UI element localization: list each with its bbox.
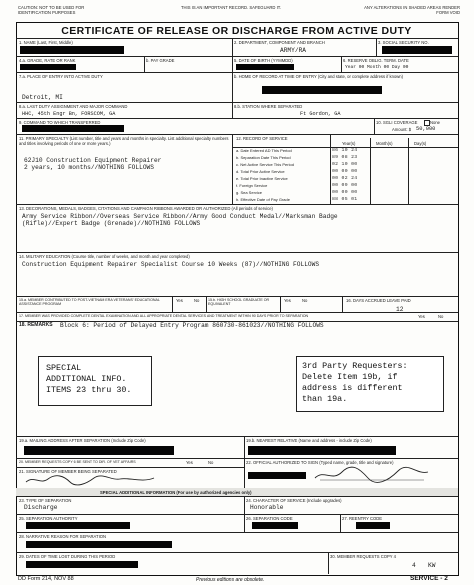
field-3-label: 3. SOCIAL SECURITY NO. — [378, 40, 429, 45]
form-title: CERTIFICATE OF RELEASE OR DISCHARGE FROM ACTIVE DUTY — [61, 25, 412, 37]
redacted-narrative-reason — [26, 541, 172, 548]
redacted-separation-authority — [26, 522, 130, 529]
field-4b-label: b. PAY GRADE — [146, 58, 175, 63]
redacted-nearest-relative — [248, 446, 396, 455]
ros-header-years: Year(s) — [342, 141, 356, 146]
field-11-label: 11. PRIMARY SPECIALTY (List number, title and years and months in specialty. List additional specialty numbers and titles involving periods of one or more years.) — [19, 136, 229, 146]
field-25-label: 25. SEPARATION AUTHORITY — [19, 516, 78, 521]
last-duty-value: HHC, 45th Engr Bn, FORSCOM, GA — [22, 111, 116, 117]
specialty-line-2: 2 years, 10 months//NOTHING FOLLOWS — [24, 164, 154, 171]
redacted-name — [20, 46, 124, 54]
special-note-line-2: ADDITIONAL INFO. — [46, 374, 127, 384]
field-19a-label: 19.a. MAILING ADDRESS AFTER SEPARATION (Include Zip Code) — [19, 438, 146, 443]
ros-header-months: Month(s) — [376, 141, 393, 146]
redacted-official-name — [248, 472, 306, 479]
redacted-ssn — [382, 46, 452, 54]
field-4a-label: 4.a. GRADE, RATE OR RANK — [19, 58, 76, 63]
field-27-label: 27. REENTRY CODE — [342, 516, 383, 521]
sgli-amount-label: Amount: $ — [392, 127, 412, 132]
field-17-no: No — [438, 314, 444, 319]
official-signature — [312, 466, 432, 484]
sgli-amount-value: 50,000 — [416, 126, 436, 132]
form-number: DD Form 214, NOV 88 — [18, 576, 74, 582]
field-22-label: 22. OFFICIAL AUTHORIZED TO SIGN (Typed name, grade, title and signature) — [246, 460, 394, 465]
field-20-no: No — [208, 460, 214, 465]
redacted-reentry-code — [356, 522, 390, 529]
sgli-none-label: None — [430, 120, 441, 125]
field-26-label: 26. SEPARATION CODE — [246, 516, 293, 521]
alterations-warning: ANY ALTERATIONS IN SHADED AREAS RENDER FORM VOID — [364, 5, 460, 15]
oblig-term-value: Year 00 Month 00 Day 00 — [345, 65, 409, 70]
station-value: Ft Gordon, GA — [300, 111, 341, 117]
education-value: Construction Equipment Repairer Specialist Course 10 Weeks (87)//NOTHING FOLLOWS — [22, 261, 320, 268]
third-party-line-1: 3rd Party Requesters: — [302, 361, 408, 371]
field-14-label: 14. MILITARY EDUCATION (Course title, number of weeks, and month and year completed) — [19, 254, 190, 259]
redacted-home-record — [262, 86, 382, 94]
redacted-separation-code — [252, 522, 298, 529]
field-17-label: 17. MEMBER WAS PROVIDED COMPLETE DENTAL EXAMINATION AND ALL APPROPRIATE DENTAL SERVICES AND TREATMENT WITHIN 90 DAYS PRIOR TO SEPARATION — [19, 314, 309, 318]
specialty-line-1: 62J10 Construction Equipment Repairer — [24, 157, 162, 164]
redacted-time-lost — [26, 561, 138, 568]
redacted-command — [22, 125, 124, 132]
member-initials-value: KW — [428, 562, 436, 569]
field-17-yes: Yes — [418, 314, 425, 319]
field-13-label: 13. DECORATIONS, MEDALS, BADGES, CITATIONS AND CAMPAIGN RIBBONS AWARDED OR AUTHORIZED (All periods of service) — [19, 206, 273, 211]
field-15b-no: No — [302, 298, 308, 303]
decorations-line-2: (Rifle)//Expert Badge (Grenade)//NOTHING FOLLOWS — [22, 220, 201, 227]
special-info-heading: SPECIAL ADDITIONAL INFORMATION (For use by authorized agencies only) — [100, 490, 252, 495]
third-party-line-2: Delete Item 19b, if — [302, 372, 398, 382]
field-6-label: 6. RESERVE OBLIG. TERM. DATE — [343, 58, 409, 63]
caution-text: CAUTION: NOT TO BE USED FOR IDENTIFICATION PURPOSES — [18, 5, 85, 15]
field-1-label: 1. NAME (Last, First, Middle) — [19, 40, 73, 45]
field-7a-label: 7.a. PLACE OF ENTRY INTO ACTIVE DUTY — [19, 74, 103, 79]
field-29-label: 29. DATES OF TIME LOST DURING THIS PERIOD — [19, 554, 116, 559]
ros-row: b. Separation Date This Period 89 08 23 — [236, 155, 358, 160]
character-value: Honorable — [250, 504, 284, 511]
field-15b-yes: Yes — [284, 298, 291, 303]
field-30-label: 30. MEMBER REQUESTS COPY 4 — [330, 554, 397, 559]
third-party-line-4: than 19a. — [302, 394, 348, 404]
redacted-dob — [236, 64, 294, 70]
field-20-label: 20. MEMBER REQUESTS COPY 6 BE SENT TO DIR. OF VET AFFAIRS — [19, 460, 136, 464]
field-8a-label: 8.a. LAST DUTY ASSIGNMENT AND MAJOR COMMAND — [19, 104, 128, 109]
ros-row: c. Net Active Service This Period 02 10 00 — [236, 162, 358, 167]
ros-row: e. Total Prior Inactive Service 00 02 24 — [236, 176, 358, 181]
field-7b-label: b. HOME OF RECORD AT TIME OF ENTRY (City and state, or complete address if known) — [234, 74, 404, 79]
ros-row: a. Date Entered AD This Period 86 10 24 — [236, 148, 358, 153]
field-16-label: 16. DAYS ACCRUED LEAVE PAID — [346, 298, 411, 303]
field-10-label: 10. SGLI COVERAGE — [376, 120, 418, 125]
dept-value: ARMY/RA — [280, 47, 306, 54]
field-23-label: 23. TYPE OF SEPARATION — [19, 498, 72, 503]
field-5-label: 5. DATE OF BIRTH (YYMMDD) — [234, 58, 293, 63]
ros-row: f. Foreign Service 00 09 00 — [236, 183, 358, 188]
field-2-label: 2. DEPARTMENT, COMPONENT AND BRANCH — [234, 40, 325, 45]
field-20-yes: Yes — [186, 460, 193, 465]
type-separation-value: Discharge — [24, 504, 58, 511]
field-8b-label: 8.b. STATION WHERE SEPARATED — [234, 104, 303, 109]
ros-row: d. Total Prior Active Service 00 00 00 — [236, 169, 358, 174]
member-signature — [24, 474, 174, 486]
redacted-mailing-address — [24, 446, 174, 455]
important-record-text: THIS IS AN IMPORTANT RECORD. SAFEGUARD IT. — [180, 5, 282, 10]
field-15a-yes: Yes — [176, 298, 183, 303]
special-note-line-3: ITEMS 23 thru 30. — [46, 385, 132, 395]
redacted-grade — [20, 64, 76, 70]
field-28-label: 28. NARRATIVE REASON FOR SEPARATION — [19, 534, 107, 539]
copy-designation: SERVICE - 2 — [410, 575, 448, 582]
copy4-value: 4 — [412, 562, 416, 569]
field-21-label: 21. SIGNATURE OF MEMBER BEING SEPARATED — [19, 469, 117, 474]
field-9-label: 9. COMMAND TO WHICH TRANSFERRED — [19, 120, 101, 125]
field-15a-no: No — [194, 298, 200, 303]
previous-editions-note: Previous editions are obsolete. — [196, 577, 265, 583]
field-19b-label: 19.b. NEAREST RELATIVE (Name and address - include Zip Code) — [246, 438, 372, 443]
field-24-label: 24. CHARACTER OF SERVICE (Include upgrades) — [246, 498, 342, 503]
decorations-line-1: Army Service Ribbon//Overseas Service Ribbon//Army Good Conduct Medal//Marksman Badge — [22, 213, 338, 220]
special-note-line-1: SPECIAL — [46, 363, 82, 373]
field-15a-label: 15.a. MEMBER CONTRIBUTED TO POST-VIETNAM ERA VETERANS' EDUCATIONAL ASSISTANCE PROGRAM — [19, 298, 160, 307]
ros-row: h. Effective Date of Pay Grade 88 05 01 — [236, 197, 358, 202]
field-12-label: 12. RECORD OF SERVICE — [236, 136, 288, 141]
ros-header-days: Day(s) — [414, 141, 427, 146]
field-18-label: 18. REMARKS — [19, 322, 53, 328]
place-entry-value: Detroit, MI — [22, 94, 63, 101]
third-party-line-3: address is different — [302, 383, 403, 393]
leave-days-value: 12 — [396, 306, 404, 313]
ros-row: g. Sea Service 00 00 00 — [236, 190, 358, 195]
remarks-value: Block 6: Period of Delayed Entry Program 860730-861023//NOTHING FOLLOWS — [60, 322, 324, 329]
field-15b-label: 15.b. HIGH SCHOOL GRADUATE OR EQUIVALENT — [208, 298, 270, 307]
